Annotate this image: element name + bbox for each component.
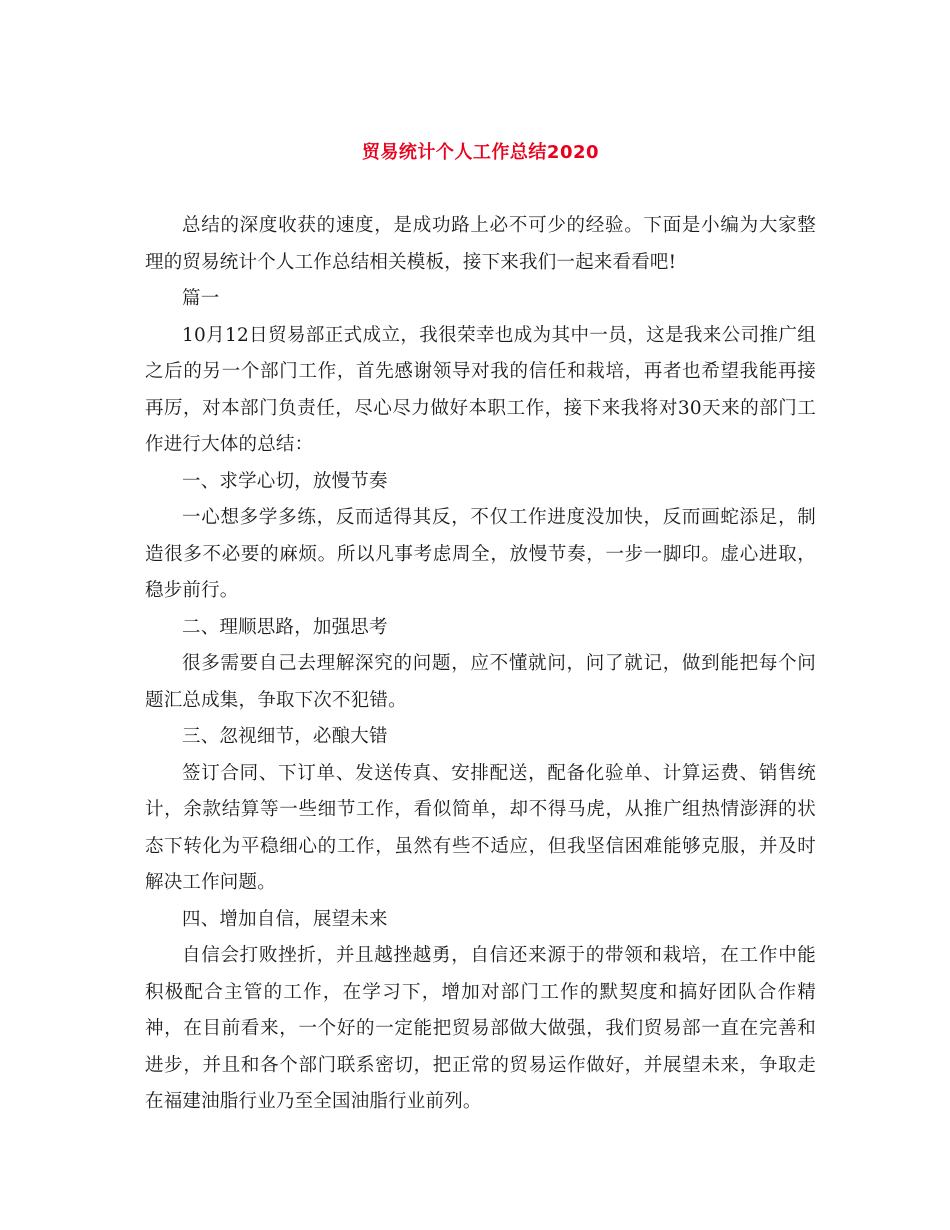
body-paragraph: 10月12日贸易部正式成立，我很荣幸也成为其中一员，这是我来公司推广组之后的另一个部门工作，首先感谢领导对我的信任和栽培，再者也希望我能再接再厉，对本部门负责任，尽心尽力做好本职工作，接下来我将对30天来的部门工作进行大体的总结： — [145, 324, 816, 455]
intro-paragraph: 总结的深度收获的速度，是成功路上必不可少的经验。下面是小编为大家整理的贸易统计个人工作总结相关模板，接下来我们一起来看看吧! — [145, 215, 816, 273]
section-heading: 四、增加自信，展望未来 — [182, 908, 388, 930]
section-heading: 三、忽视细节，必酿大错 — [182, 726, 388, 747]
body-paragraph: 签订合同、下订单、发送传真、安排配送，配备化验单、计算运费、销售统计，余款结算等一些细节工作，看似简单，却不得马虎，从推广组热情澎湃的状态下转化为平稳细心的工作，虽然有些不适应，但我坚信困难能够克服，并及时解决工作问题。 — [145, 762, 816, 893]
section-heading: 一、求学心切，放慢节奏 — [182, 470, 388, 492]
section-heading: 二、理顺思路，加强思考 — [182, 616, 388, 638]
document-title: 贸易统计个人工作总结2020 — [361, 142, 600, 163]
body-paragraph: 很多需要自己去理解深究的问题，应不懂就问，问了就记，做到能把每个问题汇总成集，争取下次不犯错。 — [145, 653, 816, 711]
document-body — [145, 208, 816, 1121]
section-label: 篇一 — [182, 288, 220, 309]
body-paragraph: 自信会打败挫折，并且越挫越勇，自信还来源于的带领和栽培，在工作中能积极配合主管的工作，在学习下，增加对部门工作的默契度和搞好团队合作精神，在目前看来，一个好的一定能把贸易部做大做强，我们贸易部一直在完善和进步，并且和各个部门联系密切，把正常的贸易运作做好，并展望未来，争取走在福建油脂行业乃至全国油脂行业前列。 — [145, 945, 816, 1112]
body-paragraph: 一心想多学多练，反而适得其反，不仅工作进度没加快，反而画蛇添足，制造很多不必要的麻烦。所以凡事考虑周全，放慢节奏，一步一脚印。虚心进取，稳步前行。 — [145, 507, 816, 601]
